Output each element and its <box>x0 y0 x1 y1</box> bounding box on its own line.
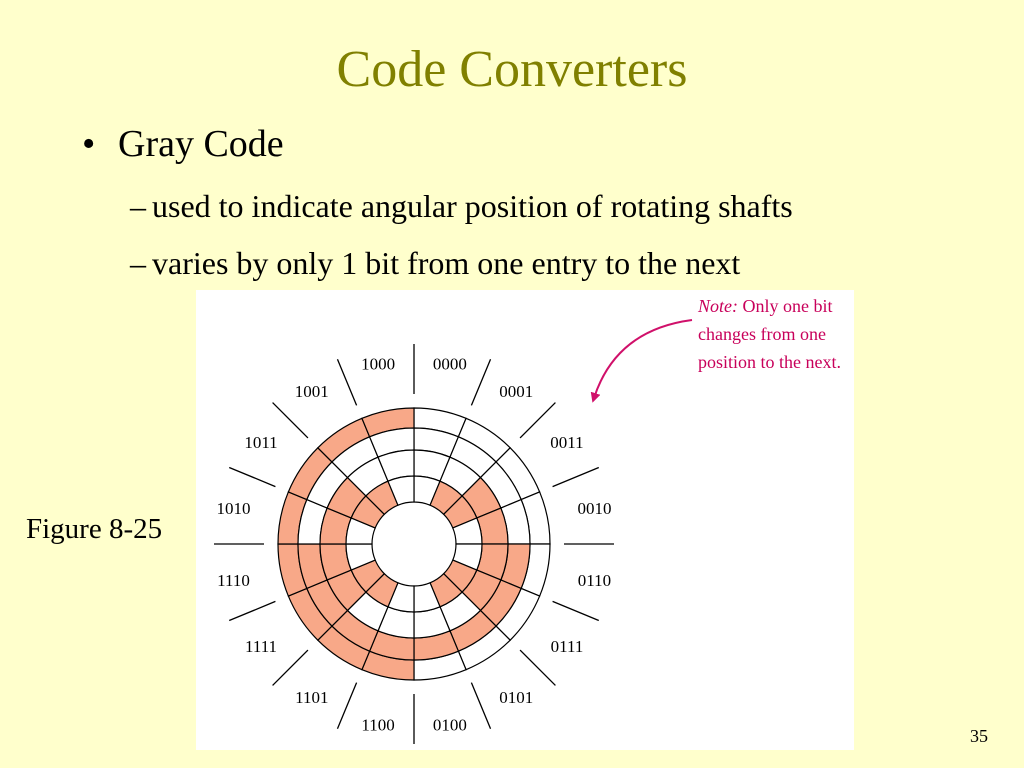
sector-divider-tick <box>553 601 599 620</box>
sector-code-label: 0000 <box>432 354 467 374</box>
gray-code-wheel-figure <box>196 290 854 750</box>
note-text: Only one bit changes from one position to the next. <box>698 296 841 372</box>
sector-code-label: 0110 <box>577 570 612 590</box>
sector-divider-tick <box>471 359 490 405</box>
sector-divider-tick <box>229 467 275 486</box>
wheel-dividers <box>214 344 614 744</box>
sector-code-label: 1000 <box>361 354 396 374</box>
sector-code-label: 0100 <box>432 715 467 735</box>
note-arrow <box>594 320 692 398</box>
sector-code-label: 1100 <box>361 715 395 735</box>
sector-code-label: 0010 <box>577 499 612 519</box>
sector-code-label: 0001 <box>499 382 534 402</box>
note-callout <box>698 292 854 376</box>
bullet-dot: • <box>82 123 96 165</box>
bullet-item <box>82 122 284 166</box>
bullet-text: Gray Code <box>118 123 284 165</box>
wheel-rings <box>278 408 550 680</box>
sector-divider-tick <box>337 359 356 405</box>
sector-code-label: 0011 <box>550 432 584 452</box>
sub-bullet <box>130 188 793 225</box>
dash-marker: – <box>130 245 146 281</box>
sub-bullet-text: used to indicate angular position of rotating shafts <box>152 188 793 224</box>
page-number: 35 <box>970 726 988 746</box>
slide-title: Code Converters <box>336 41 688 98</box>
sector-divider-tick <box>273 403 308 438</box>
sector-code-label: 1001 <box>294 382 329 402</box>
sector-code-label: 1111 <box>244 637 278 657</box>
note-lead: Note: <box>698 296 738 316</box>
dash-marker: – <box>130 188 146 224</box>
sub-bullet-text: varies by only 1 bit from one entry to the next <box>152 245 741 281</box>
sector-divider-tick <box>471 683 490 729</box>
sub-bullet <box>130 245 740 282</box>
sector-divider-tick <box>337 683 356 729</box>
sector-code-label: 1110 <box>217 570 250 590</box>
sector-code-label: 1011 <box>244 432 278 452</box>
sector-code-label: 0111 <box>550 637 584 657</box>
figure-label: Figure 8-25 <box>26 513 163 545</box>
sector-code-label: 1010 <box>216 499 251 519</box>
sector-divider-tick <box>273 650 308 685</box>
sector-divider-tick <box>553 467 599 486</box>
sector-code-label: 0101 <box>499 687 534 707</box>
sector-divider-tick <box>229 601 275 620</box>
sector-code-label: 1101 <box>295 687 329 707</box>
